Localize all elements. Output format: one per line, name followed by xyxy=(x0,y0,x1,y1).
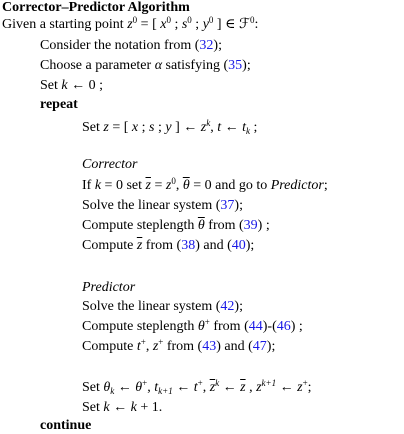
set-k-line: Set k ← 0 ; xyxy=(40,78,103,93)
equation-ref[interactable]: 47 xyxy=(252,339,267,354)
update-line: Set $\theta_k$ ← θ+, $t_{k+1}$ ← t+, $\overline{z}^k$ ← $\overline{z}$ , $z^{k+1}$ ← z+; xyxy=(82,378,312,396)
equation-ref[interactable]: 38 xyxy=(181,238,196,253)
given-line: Given a starting point $z^0$ = [ $x^0$ ; $s^0$ ; $y^0$ ] ∈ ℱ$^0$: xyxy=(2,15,259,32)
set-z-line: Set z = [ x ; s ; y ] ← $z^k$, t ← $t_k$ ; xyxy=(82,118,258,136)
corrector-heading: Corrector xyxy=(82,157,138,172)
repeat-keyword: repeat xyxy=(40,97,78,112)
predictor-solve-line: Solve the linear system (42); xyxy=(82,299,243,314)
if-k-zero-line: If k = 0 set $\overline{z} = z^0$, $\overline{\theta} = 0$ and go to Predictor; xyxy=(82,176,328,193)
equation-ref[interactable]: 39 xyxy=(243,218,258,233)
algorithm-title: Corrector–Predictor Algorithm xyxy=(2,0,190,15)
equation-ref[interactable]: 37 xyxy=(220,198,235,213)
choose-line: Choose a parameter α satisfying (35); xyxy=(40,58,251,73)
corrector-solve-line: Solve the linear system (37); xyxy=(82,198,243,213)
equation-ref[interactable]: 32 xyxy=(199,38,214,53)
consider-line: Consider the notation from (32); xyxy=(40,38,222,53)
equation-ref[interactable]: 46 xyxy=(276,319,291,334)
equation-ref[interactable]: 44 xyxy=(248,319,263,334)
increment-k-line: Set k ← k + 1. xyxy=(82,400,163,415)
corrector-compute-line: Compute $\overline{z}$ from (38) and (40); xyxy=(82,238,255,253)
predictor-compute-line: Compute t+, z+ from (43) and (47); xyxy=(82,337,276,354)
predictor-heading: Predictor xyxy=(82,280,136,295)
equation-ref[interactable]: 42 xyxy=(220,299,235,314)
continue-keyword: continue xyxy=(40,418,92,433)
equation-ref[interactable]: 40 xyxy=(231,238,246,253)
corrector-steplength-line: Compute steplength $\overline{\theta}$ from (39) ; xyxy=(82,218,270,233)
equation-ref[interactable]: 43 xyxy=(202,339,217,354)
predictor-steplength-line: Compute steplength θ+ from (44)-(46) ; xyxy=(82,317,303,334)
equation-ref[interactable]: 35 xyxy=(228,58,243,73)
